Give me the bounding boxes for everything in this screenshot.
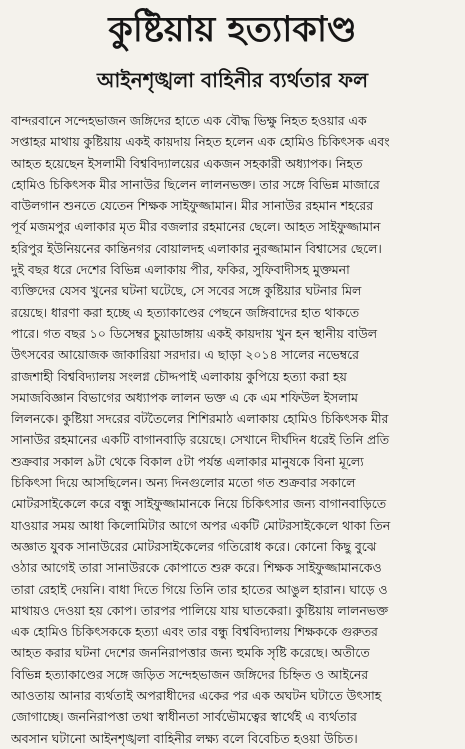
body-line: মোটরসাইকেলে করে বন্ধু সাইফুজ্জামানকে নিয়ে চিকিৎসার জন্য বাগানবাড়িতে <box>11 496 386 512</box>
body-line: আহত করার ঘটনা দেশের জননিরাপত্তার জন্য হুমকি সৃষ্টি করেছে। অতীতে <box>11 645 370 661</box>
body-line: রাজশাহী বিশ্ববিদ্যালয় সংলগ্ন চৌদ্দপাই এলাকায় কুপিয়ে হত্যা করা হয় <box>11 368 347 384</box>
body-line: বান্দরবানে সন্দেহভাজন জঙ্গিদের হাতে এক বৌদ্ধ ভিক্ষু নিহত হওয়ার এক <box>11 113 367 128</box>
body-line: মাথায়ও দেওয়া হয় কোপ। তারপর পালিয়ে যায় ঘাতকেরা। কুষ্টিয়ায় লালনভক্ত <box>11 602 389 618</box>
body-line: সানাউর রহমানের একটি বাগানবাড়ি রয়েছে। সেখানে দীর্ঘদিন ধরেই তিনি প্রতি <box>11 432 390 448</box>
body-line: চিকিৎসা দিয়ে আসছিলেন। অন্য দিনগুলোর মতো গত শুক্রবার সকালে <box>11 475 356 491</box>
body-line: আহত হয়েছেন ইসলামী বিশ্ববিদ্যালয়ের একজন সহকারী অধ্যাপক। নিহত <box>11 155 363 171</box>
body-line: বিভিন্ন হত্যাকাণ্ডের সঙ্গে জড়িত সন্দেহভাজন জঙ্গিদের চিহ্নিত ও আইনের <box>11 666 369 682</box>
body-line: এক হোমিও চিকিৎসককে হত্যা এবং তার বন্ধু বিশ্ববিদ্যালয় শিক্ষককে গুরুতর <box>11 624 378 640</box>
article-body <box>11 110 454 749</box>
body-line: অজ্ঞাত যুবক সানাউরের মোটরসাইকেলের গতিরোধ করে। কোনো কিছু বুঝে <box>11 538 377 554</box>
body-line: সমাজবিজ্ঞান বিভাগের অধ্যাপক লালন ভক্ত এ কে এম শফিউল ইসলাম <box>11 389 358 405</box>
body-line: পারে। গত বছর ১০ ডিসেম্বর চুয়াডাঙ্গায় একই কায়দায় খুন হন স্থানীয় বাউল <box>11 325 377 341</box>
body-line: শুক্রবার সকাল ৯টা থেকে বিকাল ৫টা পর্যন্ত এলাকার মানুষকে বিনা মূল্যে <box>11 453 364 469</box>
headline: কুষ্টিয়ায় হত্যাকাণ্ড <box>108 10 357 50</box>
body-line: হোমিও চিকিৎসক মীর সানাউর ছিলেন লালনভক্ত। তার সঙ্গে বিভিন্ন মাজারে <box>11 176 380 192</box>
body-line: রয়েছে। ধারণা করা হচ্ছে এ হত্যাকাণ্ডের পেছনে জঙ্গিবাদের হাত থাকতে <box>11 304 360 320</box>
body-line: বাউলগান শুনতে যেতেন শিক্ষক সাইফুজ্জামান। মীর সানাউর রহমান শহরের <box>11 198 374 214</box>
body-line: লিলনকে। কুষ্টিয়া সদরের বটতৈলের শিশিরমাঠ এলাকায় হোমিও চিকিৎসক মীর <box>11 411 389 427</box>
body-line: আওতায় আনার ব্যর্থতাই অপরাধীদের একের পর এক অঘটন ঘটাতে উৎসাহ <box>11 688 382 704</box>
subheadline: আইনশৃঙ্খলা বাহিনীর ব্যর্থতার ফল <box>97 68 368 92</box>
body-line: যাওয়ার সময় আধা কিলোমিটার আগে অপর একটি মোটরসাইকেলে থাকা তিন <box>11 517 391 533</box>
body-line: পূর্ব মজমপুর এলাকার মৃত মীর বজলার রহমানের ছেলে। আহত সাইফুজ্জামান <box>11 219 381 235</box>
body-line: সপ্তাহর মাথায় কুষ্টিয়ায় একই কায়দায় নিহত হলেন এক হোমিও চিকিৎসক এবং <box>11 134 390 150</box>
body-line: দুই বছর ধরে দেশের বিভিন্ন এলাকায় পীর, ফকির, সুফিবাদীসহ মুক্তমনা <box>11 262 350 278</box>
body-line: ব্যক্তিদের যেসব খুনের ঘটনা ঘটেছে, সে সবের সঙ্গে কুষ্টিয়ার ঘটনার মিল <box>11 283 362 299</box>
body-line: অবসান ঘটানো আইনশৃঙ্খলা বাহিনীর লক্ষ্য বলে বিবেচিত হওয়া উচিত। <box>11 730 358 746</box>
body-line: উৎসবের আয়োজক জাকারিয়া সরদার। এ ছাড়া ২০১৪ সালের নভেম্বরে <box>11 347 359 363</box>
body-line: হরিপুর ইউনিয়নের কান্তিনগর বোয়ালদহ এলাকার নুরজ্জামান বিশ্বাসের ছেলে। <box>11 240 382 256</box>
body-line: তারা রেহাই দেয়নি। বাধা দিতে গিয়ে তিনি তার হাতের আঙুল হারান। ঘাড়ে ও <box>11 581 388 597</box>
body-line: জোগাচ্ছে। জননিরাপত্তা তথা স্বাধীনতা সার্বভৌমত্বের স্বার্থেই এ ব্যর্থতার <box>11 709 357 725</box>
body-line: ওঠার আগেই তারা সানাউরকে কোপাতে শুরু করে। শিক্ষক সাইফুজ্জামানকেও <box>11 560 382 576</box>
